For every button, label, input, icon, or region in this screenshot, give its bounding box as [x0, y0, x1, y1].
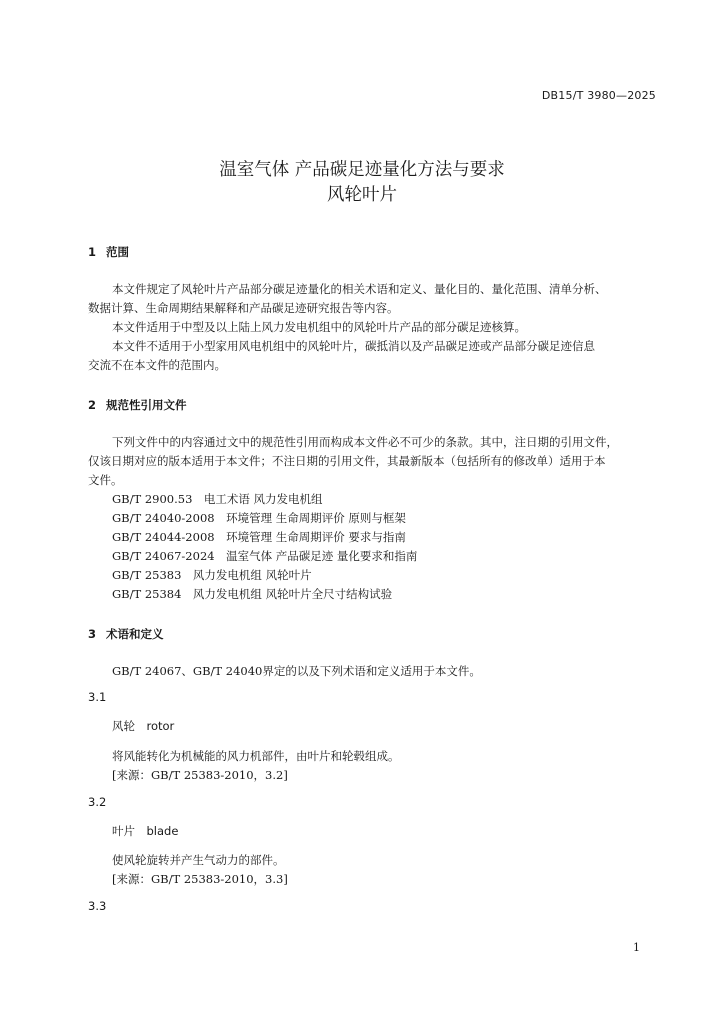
section-title: 术语和定义	[106, 627, 164, 641]
paragraph-line: GB/T 24067、GB/T 24040界定的以及下列术语和定义适用于本文件。	[112, 664, 481, 678]
paragraph-line: 交流不在本文件的范围内。	[88, 358, 226, 372]
paragraph-line: 数据计算、生命周期结果解释和产品碳足迹研究报告等内容。	[88, 301, 399, 315]
paragraph-line: 本文件不适用于小型家用风电机组中的风轮叶片，碳抵消以及产品碳足迹或产品部分碳足迹信息	[112, 339, 595, 353]
section-number: 2	[88, 398, 97, 412]
reference-item: GB/T 25384 风力发电机组 风轮叶片全尺寸结构试验	[112, 587, 393, 601]
reference-item: GB/T 2900.53 电工术语 风力发电机组	[112, 492, 323, 506]
reference-item: GB/T 24067-2024 温室气体 产品碳足迹 量化要求和指南	[112, 549, 418, 563]
reference-item: GB/T 24044-2008 环境管理 生命周期评价 要求与指南	[112, 530, 406, 544]
section-title: 范围	[106, 245, 129, 259]
paragraph-line: 本文件规定了风轮叶片产品部分碳足迹量化的相关术语和定义、量化目的、量化范围、清单分析、	[112, 282, 607, 296]
reference-item: GB/T 24040-2008 环境管理 生命周期评价 原则与框架	[112, 511, 406, 525]
term-number: 3.3	[88, 899, 107, 913]
term-source: [来源：GB/T 25383-2010，3.2]	[112, 768, 288, 782]
page-number: 1	[633, 941, 640, 954]
paragraph-line: 下列文件中的内容通过文中的规范性引用而构成本文件必不可少的条款。其中，注日期的引用文件，	[112, 435, 618, 449]
reference-item: GB/T 25383 风力发电机组 风轮叶片	[112, 568, 312, 582]
document-number: DB15/T 3980—2025	[541, 89, 656, 102]
paragraph-line: 本文件适用于中型及以上陆上风力发电机组中的风轮叶片产品的部分碳足迹核算。	[112, 320, 526, 334]
section-number: 1	[88, 245, 97, 259]
section-number: 3	[88, 627, 97, 641]
term-name: 风轮 rotor	[112, 719, 175, 733]
paragraph-line: 文件。	[88, 473, 123, 487]
section-2-heading	[88, 397, 187, 413]
term-number: 3.2	[88, 795, 107, 809]
term-definition: 使风轮旋转并产生气动力的部件。	[112, 853, 285, 867]
paragraph-line: 仅该日期对应的版本适用于本文件；不注日期的引用文件，其最新版本（包括所有的修改单）适用于本	[88, 454, 606, 468]
document-subtitle: 风轮叶片	[327, 185, 397, 205]
document-title: 温室气体 产品碳足迹量化方法与要求	[219, 160, 505, 180]
term-number: 3.1	[88, 690, 107, 704]
section-3-heading	[88, 626, 164, 642]
term-name: 叶片 blade	[112, 824, 179, 838]
term-source: [来源：GB/T 25383-2010，3.3]	[112, 872, 288, 886]
term-definition: 将风能转化为机械能的风力机部件，由叶片和轮毂组成。	[112, 749, 400, 763]
section-title: 规范性引用文件	[106, 398, 187, 412]
section-1-heading	[88, 244, 129, 260]
